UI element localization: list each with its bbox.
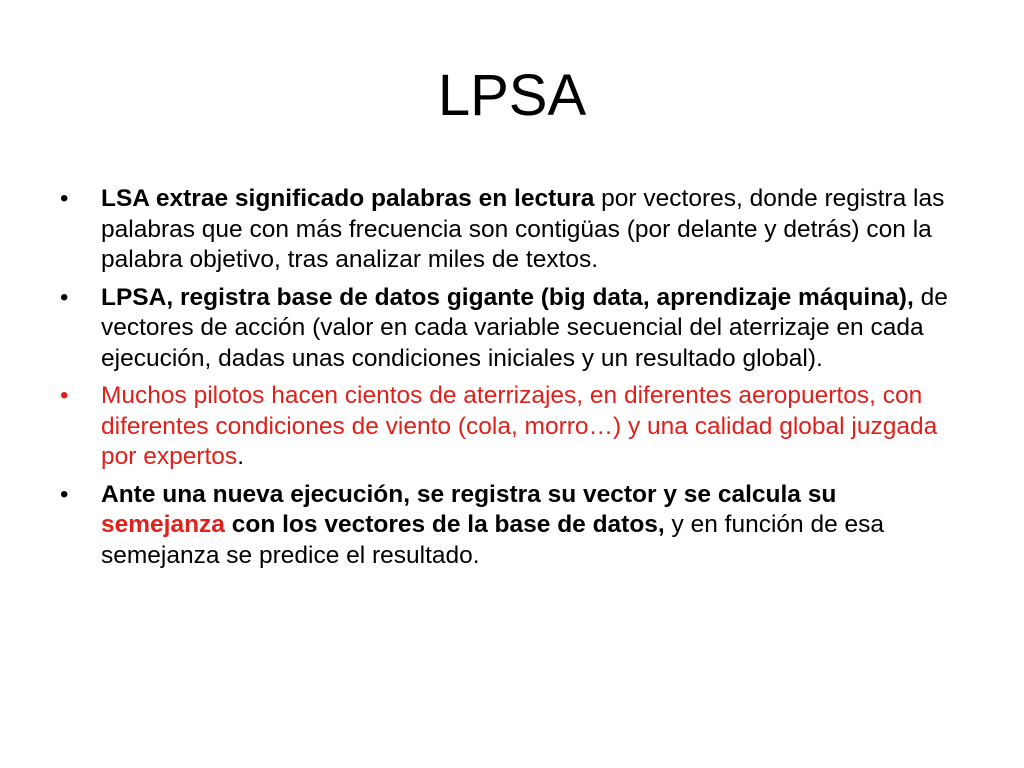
bullet-text: por vectores, donde registra las palabras que con más frecuencia son contigüas (por delante y detrás) con la palabra objetivo, tras analizar miles de textos.	[101, 185, 945, 273]
bullet-text: y en función de esa semejanza se predice el resultado.	[101, 511, 885, 569]
bullet-item-pilotos	[56, 381, 966, 473]
slide-title: LPSA	[437, 63, 587, 128]
bullet-marker: •	[60, 185, 69, 212]
bullet-marker: •	[60, 480, 69, 508]
bullet-bold-text: Ante una nueva ejecución, se registra su vector y se calcula su	[101, 480, 837, 508]
bullet-red-text: Muchos pilotos hacen cientos de aterrizajes, en diferentes aeropuertos, con diferentes condiciones de viento (cola, morro…) y una calidad global juzgada por expertos	[101, 382, 938, 470]
bullet-item-lsa	[56, 184, 966, 276]
bullet-bold-text: LSA extrae significado palabras en lectura	[101, 185, 595, 212]
bullet-item-nueva-ejecucion	[56, 480, 966, 572]
bullet-list	[56, 184, 966, 578]
bullet-bold-text-2: con los vectores de la base de datos,	[224, 511, 665, 538]
bullet-text: de vectores de acción (valor en cada variable secuencial del aterrizaje en cada ejecución, dadas unas condiciones iniciales y un resultado global).	[101, 283, 948, 372]
bullet-bold-text: LPSA, registra base de datos gigante (big data, aprendizaje máquina),	[101, 283, 914, 311]
bullet-text: .	[237, 443, 244, 470]
bullet-marker: •	[60, 283, 69, 311]
bullet-item-lpsa	[56, 283, 966, 375]
bullet-bold-red-text: semejanza	[101, 511, 225, 538]
bullet-marker: •	[60, 382, 69, 409]
